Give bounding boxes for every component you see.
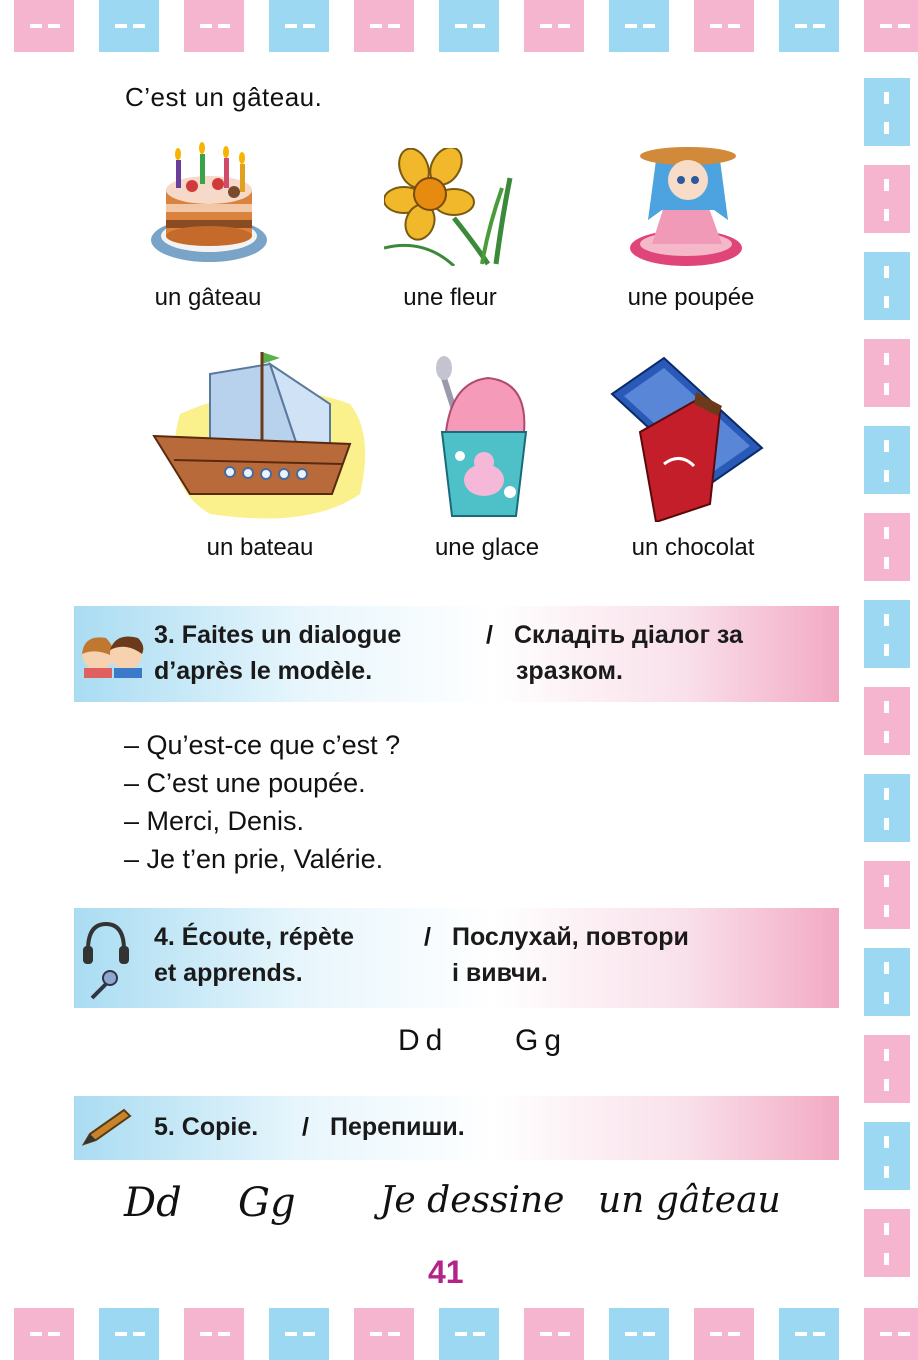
ice-cream-icon	[432, 352, 536, 520]
script-word: Dd	[124, 1180, 182, 1226]
decorative-border-top	[0, 0, 918, 60]
exercise-5-banner	[74, 1096, 839, 1160]
script-word: Gg	[238, 1180, 296, 1226]
border-tile	[779, 0, 839, 52]
exercise-4-fr-line2: et apprends.	[154, 959, 303, 987]
dialogue-line: – Qu’est-ce que c’est ?	[124, 730, 401, 760]
border-tile	[354, 1308, 414, 1360]
page-number: 41	[428, 1254, 464, 1290]
exercise-3-banner	[74, 606, 839, 702]
border-tile	[14, 1308, 74, 1360]
border-tile	[864, 774, 910, 842]
letter-pair-dd: Dd	[398, 1024, 449, 1057]
exercise-4-fr-line1: 4. Écoute, répète	[154, 923, 355, 951]
border-tile	[524, 1308, 584, 1360]
border-tile	[864, 861, 910, 929]
exercise-4-banner	[74, 908, 839, 1008]
border-tile	[694, 1308, 754, 1360]
border-tile	[269, 0, 329, 52]
decorative-border-bottom	[0, 1300, 918, 1360]
dialogue-line: – C’est une poupée.	[124, 768, 366, 798]
border-tile	[354, 0, 414, 52]
border-tile	[779, 1308, 839, 1360]
caption-chocolat: un chocolat	[631, 534, 755, 561]
border-tile	[14, 0, 74, 52]
exercise-5-separator: /	[302, 1113, 309, 1141]
exercise-4-separator: /	[424, 923, 431, 951]
exercise-4-ua-line2: і вивчи.	[452, 959, 548, 987]
exercise-4-ua-line1: Послухай, повтори	[452, 923, 689, 951]
border-tile	[864, 948, 910, 1016]
border-tile	[864, 1308, 918, 1360]
caption-fleur: une fleur	[403, 284, 497, 311]
exercise-3-fr-line1: 3. Faites un dialogue	[154, 621, 402, 649]
decorative-border-right	[858, 60, 918, 1300]
chocolate-icon	[610, 354, 764, 522]
dialogue-line: – Je t’en prie, Valérie.	[124, 844, 384, 874]
exercise-5-ua: Перепиши.	[330, 1113, 465, 1141]
border-tile	[184, 0, 244, 52]
border-tile	[864, 0, 918, 52]
border-tile	[864, 1122, 910, 1190]
doll-icon	[626, 140, 754, 270]
caption-poupee: une poupée	[627, 284, 755, 311]
border-tile	[99, 1308, 159, 1360]
border-tile	[864, 339, 910, 407]
dialogue-line: – Merci, Denis.	[124, 806, 305, 836]
border-tile	[184, 1308, 244, 1360]
dialogue	[124, 726, 400, 878]
border-tile	[864, 426, 910, 494]
cake-icon	[148, 140, 270, 270]
caption-bateau: un bateau	[206, 534, 314, 561]
script-word: Je dessine	[380, 1180, 565, 1221]
border-tile	[864, 513, 910, 581]
boat-icon	[150, 344, 374, 522]
border-tile	[864, 252, 910, 320]
border-tile	[864, 687, 910, 755]
headphones-microphone-icon	[80, 920, 130, 1000]
border-tile	[864, 78, 910, 146]
pen-icon	[80, 1108, 132, 1148]
letter-pair-gg: Gg	[515, 1024, 568, 1057]
caption-glace: une glace	[434, 534, 540, 561]
border-tile	[439, 1308, 499, 1360]
children-talking-icon	[76, 632, 148, 678]
exercise-3-ua-line2: зразком.	[516, 657, 623, 685]
caption-gateau: un gâteau	[154, 284, 262, 311]
exercise-3-ua-line1: Складіть діалог за	[514, 621, 743, 649]
border-tile	[694, 0, 754, 52]
intro-sentence: C’est un gâteau.	[125, 82, 323, 112]
border-tile	[609, 1308, 669, 1360]
border-tile	[864, 600, 910, 668]
border-tile	[99, 0, 159, 52]
border-tile	[269, 1308, 329, 1360]
exercise-3-separator: /	[486, 621, 493, 649]
border-tile	[439, 0, 499, 52]
border-tile	[864, 1209, 910, 1277]
border-tile	[864, 1035, 910, 1103]
flower-icon	[384, 148, 518, 266]
border-tile	[524, 0, 584, 52]
script-word: un gâteau	[598, 1180, 781, 1221]
border-tile	[864, 165, 910, 233]
border-tile	[609, 0, 669, 52]
exercise-5-fr: 5. Copie.	[154, 1113, 259, 1141]
exercise-3-fr-line2: d’après le modèle.	[154, 657, 373, 685]
